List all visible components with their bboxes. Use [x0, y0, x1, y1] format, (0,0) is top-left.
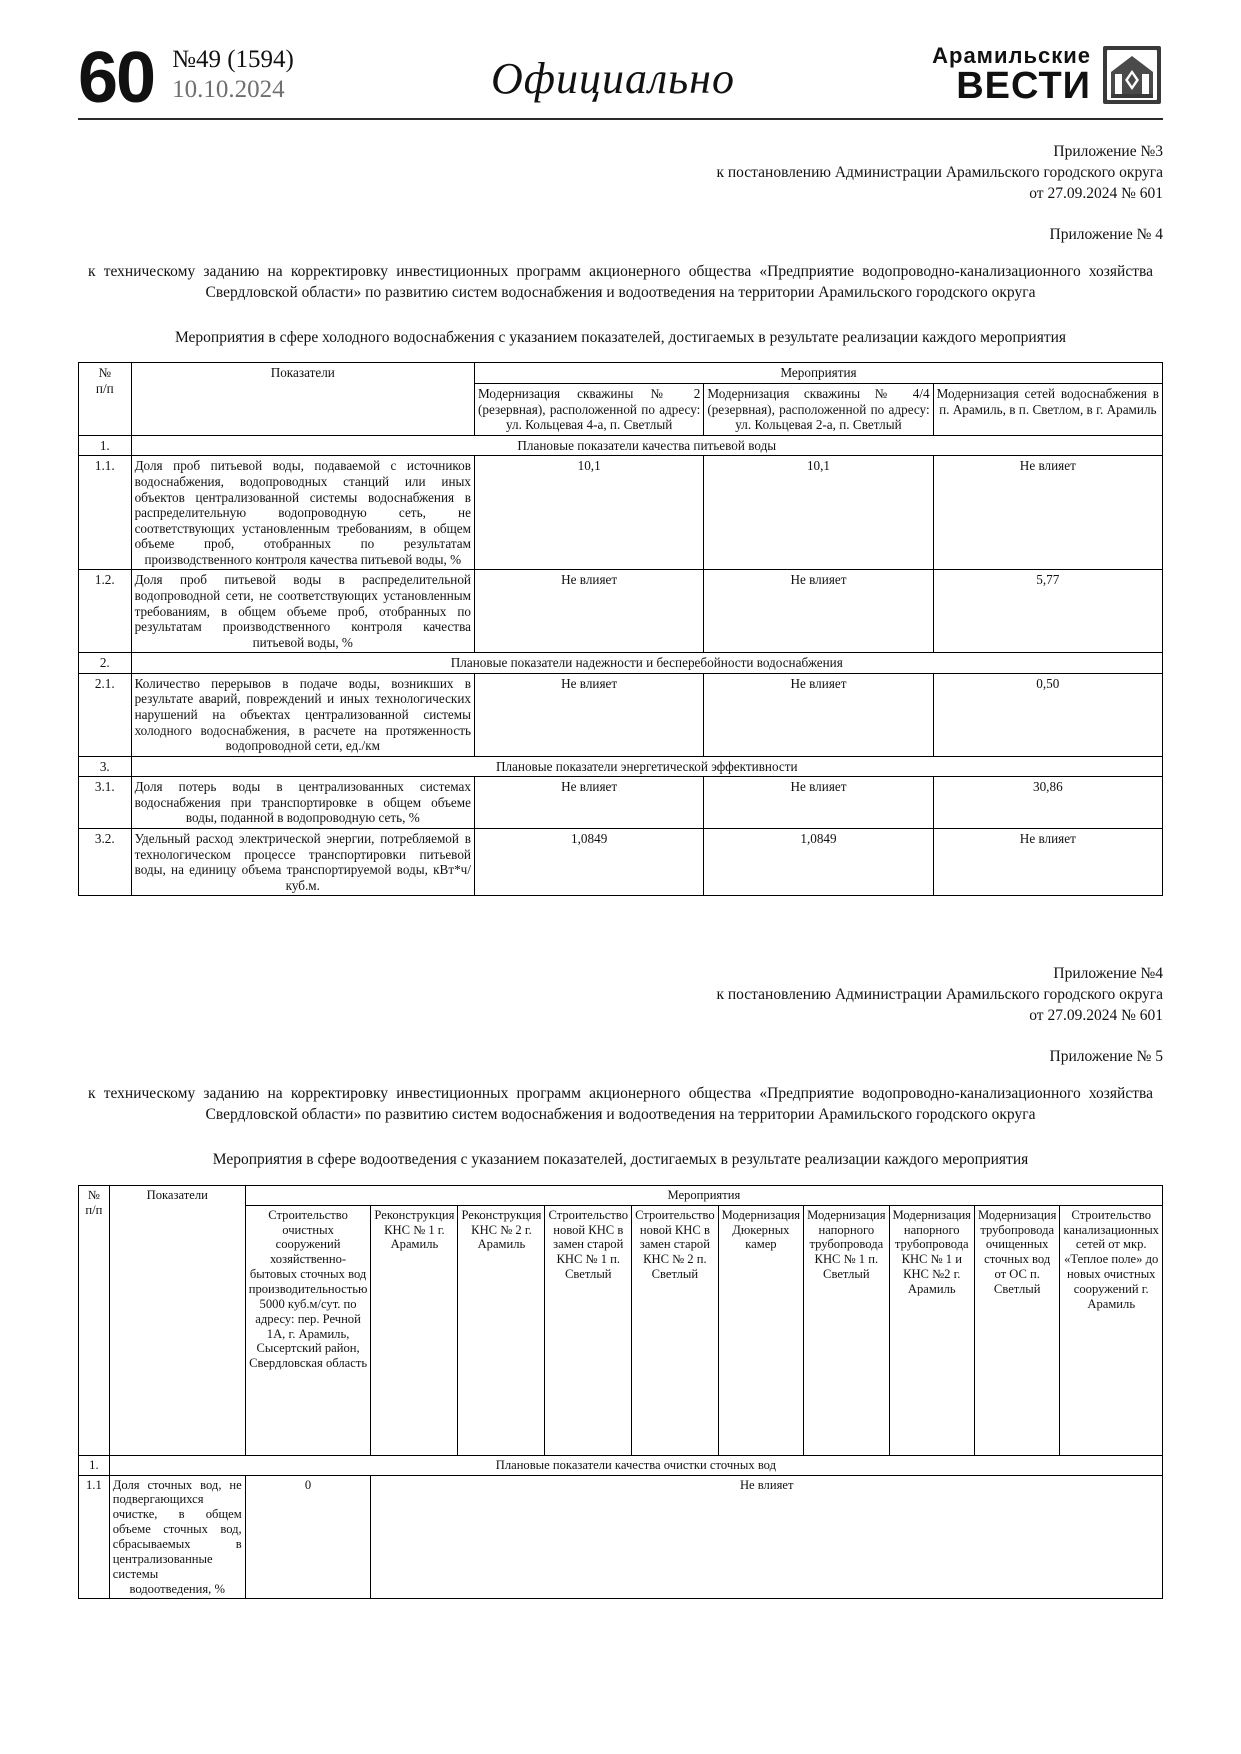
header-measure-col-4: Строительство новой КНС в замен старой КНС № 1 п. Светлый — [545, 1205, 632, 1455]
row-value-3: 30,86 — [933, 777, 1162, 829]
row-indicator: Доля потерь воды в централизованных системах водоснабжения при транспортировке в общем объеме воды, поданной в водопроводную сеть, % — [131, 777, 474, 829]
brand-bottom-label: ВЕСТИ — [956, 65, 1091, 107]
header-num: № п/п — [79, 363, 132, 435]
row-value-1: Не влияет — [474, 570, 703, 653]
header-num: № п/п — [79, 1185, 110, 1455]
section-title-cell: Плановые показатели надежности и бесперебойности водоснабжения — [131, 653, 1162, 674]
row-num: 3.2. — [79, 829, 132, 896]
appendix-4-line-1: Приложение № 4 — [1049, 225, 1163, 243]
header-measures: Мероприятия — [474, 363, 1162, 384]
table-row-section — [79, 756, 1163, 777]
appendix-4b-line-1: Приложение №4 — [1053, 965, 1163, 983]
table-row-header-1 — [79, 363, 1163, 384]
row-num: 1.2. — [79, 570, 132, 653]
header-measure-col-10: Строительство канализационных сетей от мкр. «Теплое поле» до новых очистных сооружений г. Арамиль — [1060, 1205, 1163, 1455]
table-1-subtitle: Мероприятия в сфере холодного водоснабжения с указанием показателей, достигаемых в результате реализации каждого мероприятия — [174, 328, 1067, 346]
issue-info — [172, 45, 294, 108]
section-title-cell: Плановые показатели качества очистки сточных вод — [109, 1455, 1162, 1475]
row-value-1: Не влияет — [474, 777, 703, 829]
row-value-1: Не влияет — [474, 673, 703, 756]
water-supply-measures-table — [78, 362, 1163, 896]
header-measures: Мероприятия — [245, 1185, 1162, 1205]
header-measure-col-3: Модернизация сетей водоснабжения в п. Арамиль, в п. Светлом, в г. Арамиль — [933, 384, 1162, 436]
appendix-4-intro: к техническому заданию на корректировку инвестиционных программ акционерного общества «Предприятие водопроводно-канализационного хозяйства Свердловской области» по развитию систем водоснабжения и водоотведения на территории Арамильского городского округа — [88, 262, 1153, 301]
row-indicator: Количество перерывов в подаче воды, возникших в результате аварий, повреждений и иных технологических нарушений на объектах централизованной системы холодного водоснабжения, в расчете на протяженность водопроводной сети, ед./км — [131, 673, 474, 756]
row-value-3: 5,77 — [933, 570, 1162, 653]
masthead — [78, 37, 1163, 118]
row-indicator: Удельный расход электрической энергии, потребляемой в технологическом процессе транспортировки питьевой воды, на единицу объема транспортируемой воды, кВт*ч/куб.м. — [131, 829, 474, 896]
appendix-3-line-3: от 27.09.2024 № 601 — [1029, 184, 1163, 202]
row-value-2: Не влияет — [704, 570, 933, 653]
header-indicators: Показатели — [131, 363, 474, 435]
table-row-header-1 — [79, 1185, 1163, 1205]
row-num: 1. — [79, 435, 132, 456]
masthead-divider — [78, 118, 1163, 120]
row-value-1: 1,0849 — [474, 829, 703, 896]
issue-number: №49 (1594) — [172, 46, 294, 73]
header-measure-col-3: Реконструкция КНС № 2 г. Арамиль — [458, 1205, 545, 1455]
row-value-2: Не влияет — [704, 777, 933, 829]
appendix-4-header — [78, 225, 1163, 246]
header-measure-col-9: Модернизация трубопровода очищенных сточных вод от ОС п. Светлый — [974, 1205, 1059, 1455]
row-indicator: Доля сточных вод, не подвергающихся очистке, в общем объеме сточных вод, сбрасываемых в централизованные системы водоотведения, % — [109, 1475, 245, 1599]
row-indicator: Доля проб питьевой воды, подаваемой с источников водоснабжения, водопроводных станций или иных объектов централизованной системы водоснабжения в распределительную водопроводную сеть, не соответствующих установленным требованиям, в общем объеме проб, отобранных по результатам производственного контроля качества питьевой воды, % — [131, 456, 474, 570]
row-value-3: 0,50 — [933, 673, 1162, 756]
row-value-2: Не влияет — [704, 673, 933, 756]
section-title: Официально — [490, 54, 736, 103]
header-measure-col-2: Реконструкция КНС № 1 г. Арамиль — [371, 1205, 458, 1455]
brand-top-label: Арамильские — [932, 43, 1091, 68]
appendix-5-line-1: Приложение № 5 — [1049, 1048, 1163, 1066]
header-measure-col-1: Модернизация скважины № 2 (резервная), расположенной по адресу: ул. Кольцевая 4-а, п. Светлый — [474, 384, 703, 436]
table-row-section — [79, 1455, 1163, 1475]
appendix-5-header — [78, 1047, 1163, 1068]
row-num: 3.1. — [79, 777, 132, 829]
coat-of-arms-icon — [1101, 44, 1163, 106]
appendix-4b-header — [78, 964, 1163, 1027]
row-num: 1. — [79, 1455, 110, 1475]
table-row-section — [79, 653, 1163, 674]
row-num: 3. — [79, 756, 132, 777]
brand-text — [932, 45, 1091, 105]
section-spacer — [78, 896, 1163, 942]
page-number: 60 — [78, 37, 155, 118]
table-row — [79, 829, 1163, 896]
table-row — [79, 1475, 1163, 1599]
table-row — [79, 456, 1163, 570]
header-measure-col-7: Модернизация напорного трубопровода КНС № 1 п. Светлый — [804, 1205, 889, 1455]
wastewater-measures-table — [78, 1185, 1163, 1600]
header-measure-col-1: Строительство очистных сооружений хозяйственно-бытовых сточных вод производительностью 5000 куб.м/сут. по адресу: пер. Речной 1А, г. Арамиль, Сысертский район, Свердловская область — [245, 1205, 371, 1455]
appendix-5-intro: к техническому заданию на корректировку инвестиционных программ акционерного общества «Предприятие водопроводно-канализационного хозяйства Свердловской области» по развитию систем водоснабжения и водоотведения на территории Арамильского городского округа — [88, 1085, 1153, 1123]
newspaper-logo — [932, 44, 1163, 108]
row-num: 2. — [79, 653, 132, 674]
appendix-3-line-2: к постановлению Администрации Арамильского городского округа — [716, 163, 1163, 181]
header-measure-col-5: Строительство новой КНС в замен старой КНС № 2 п. Светлый — [632, 1205, 719, 1455]
appendix-3-header — [78, 142, 1163, 205]
table-2-subtitle: Мероприятия в сфере водоотведения с указанием показателей, достигаемых в результате реализации каждого мероприятия — [212, 1150, 1029, 1168]
row-indicator: Доля проб питьевой воды в распределительной водопроводной сети, не соответствующих установленным требованиям, в общем объеме проб, отобранных по результатам производственного контроля качества питьевой воды, % — [131, 570, 474, 653]
table-row-section — [79, 435, 1163, 456]
row-value-first: 0 — [245, 1475, 371, 1599]
appendix-4b-line-2: к постановлению Администрации Арамильского городского округа — [716, 986, 1163, 1004]
header-indicators: Показатели — [109, 1185, 245, 1455]
section-title-cell: Плановые показатели качества питьевой воды — [131, 435, 1162, 456]
row-value-3: Не влияет — [933, 829, 1162, 896]
row-num: 1.1. — [79, 456, 132, 570]
row-value-2: 10,1 — [704, 456, 933, 570]
row-num: 1.1 — [79, 1475, 110, 1599]
table-row — [79, 570, 1163, 653]
row-value-3: Не влияет — [933, 456, 1162, 570]
row-num: 2.1. — [79, 673, 132, 756]
table-row — [79, 777, 1163, 829]
header-measure-col-2: Модернизация скважины № 4/4 (резервная), расположенной по адресу: ул. Кольцевая 2-а, п. Светлый — [704, 384, 933, 436]
appendix-4b-line-3: от 27.09.2024 № 601 — [1029, 1007, 1163, 1025]
appendix-3-line-1: Приложение №3 — [1053, 143, 1163, 160]
header-measure-col-6: Модернизация Дюкерных камер — [718, 1205, 803, 1455]
header-measure-col-8: Модернизация напорного трубопровода КНС № 1 и КНС №2 г. Арамиль — [889, 1205, 974, 1455]
row-value-rest: Не влияет — [371, 1475, 1163, 1599]
section-title-cell: Плановые показатели энергетической эффективности — [131, 756, 1162, 777]
table-row — [79, 673, 1163, 756]
row-value-2: 1,0849 — [704, 829, 933, 896]
row-value-1: 10,1 — [474, 456, 703, 570]
issue-date: 10.10.2024 — [172, 75, 285, 103]
